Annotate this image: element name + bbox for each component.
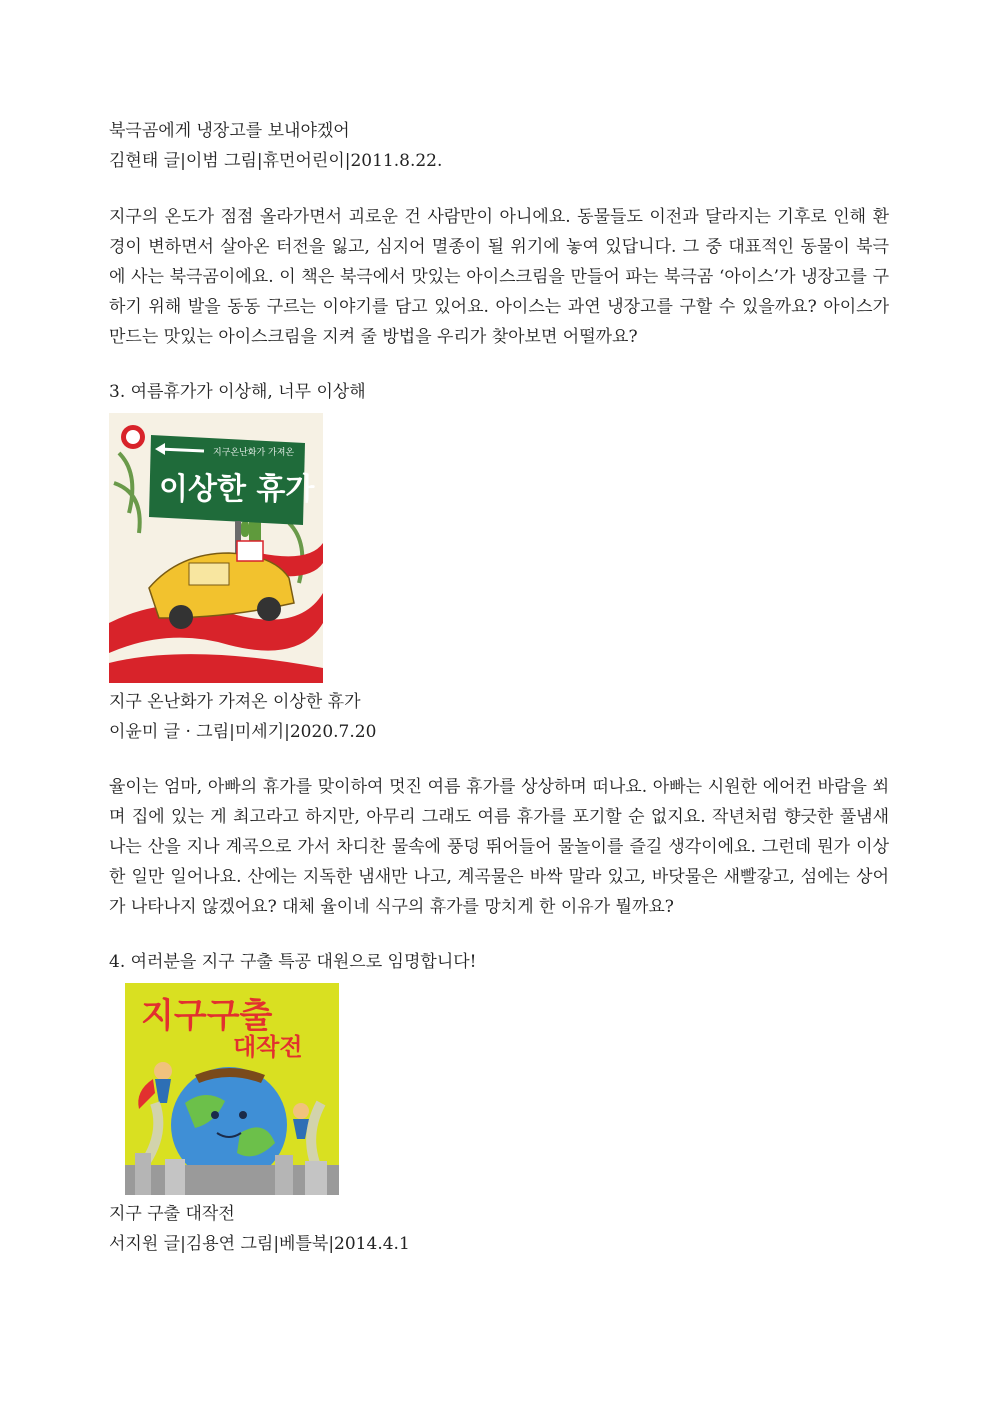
book-description: 율이는 엄마, 아빠의 휴가를 맞이하여 멋진 여름 휴가를 상상하며 떠나요. 아빠는 시원한 에어컨 바람을 쐬며 집에 있는 게 최고라고 하지만, 아무리 그래도 여름 휴가를 포기할 순 없지요. 작년처럼 향긋한 풀냄새 나는 산을 지나 계곡으로 가서 차디찬 물속에 풍덩 뛰어들어 물놀이를 즐길 생각이에요. 그런데 뭔가 이상한 일만 일어나요. 산에는 지독한 냄새만 나고, 계곡물은 바싹 말라 있고, 바닷물은 새빨갛고, 섬에는 상어가 나타나지 않겠어요? 대체 율이네 식구의 휴가를 망치게 한 이유가 뭘까요? [109, 777, 889, 917]
book-cover-image [125, 983, 339, 1195]
cover-subtitle-text: 대작전 [233, 1033, 303, 1061]
cover-sign-small-text: 지구온난화가 가져온 [213, 448, 295, 458]
book-cover-image [109, 413, 323, 683]
cover-sign-title-text: 이상한 휴가 [159, 472, 315, 507]
section-heading: 4. 여러분을 지구 구출 특공 대원으로 임명합니다! [109, 952, 477, 972]
book-title: 지구 구출 대작전 [109, 1204, 235, 1224]
book-title: 북극곰에게 냉장고를 보내야겠어 [109, 121, 350, 141]
book-description: 지구의 온도가 점점 올라가면서 괴로운 건 사람만이 아니에요. 동물들도 이전과 달라지는 기후로 인해 환경이 변하면서 살아온 터전을 잃고, 심지어 멸종이 될 위기에 놓여 있답니다. 그 중 대표적인 동물이 북극에 사는 북극곰이에요. 이 책은 북극에서 맛있는 아이스크림을 만들어 파는 북극곰 ‘아이스’가 냉장고를 구하기 위해 발을 동동 구르는 이야기를 담고 있어요. 아이스는 과연 냉장고를 구할 수 있을까요? 아이스가 만드는 맛있는 아이스크림을 지켜 줄 방법을 우리가 찾아보면 어떨까요? [109, 207, 889, 347]
book-meta: 이윤미 글 · 그림|미세기|2020.7.20 [109, 722, 377, 742]
document-page [109, 116, 889, 1259]
book-title: 지구 온난화가 가져온 이상한 휴가 [109, 692, 361, 712]
book-meta: 김현태 글|이범 그림|휴먼어린이|2011.8.22. [109, 151, 443, 171]
cover-title-text: 지구구출 [141, 996, 273, 1036]
book-meta: 서지원 글|김용연 그림|베틀북|2014.4.1 [109, 1234, 410, 1254]
section-heading: 3. 여름휴가가 이상해, 너무 이상해 [109, 382, 366, 402]
